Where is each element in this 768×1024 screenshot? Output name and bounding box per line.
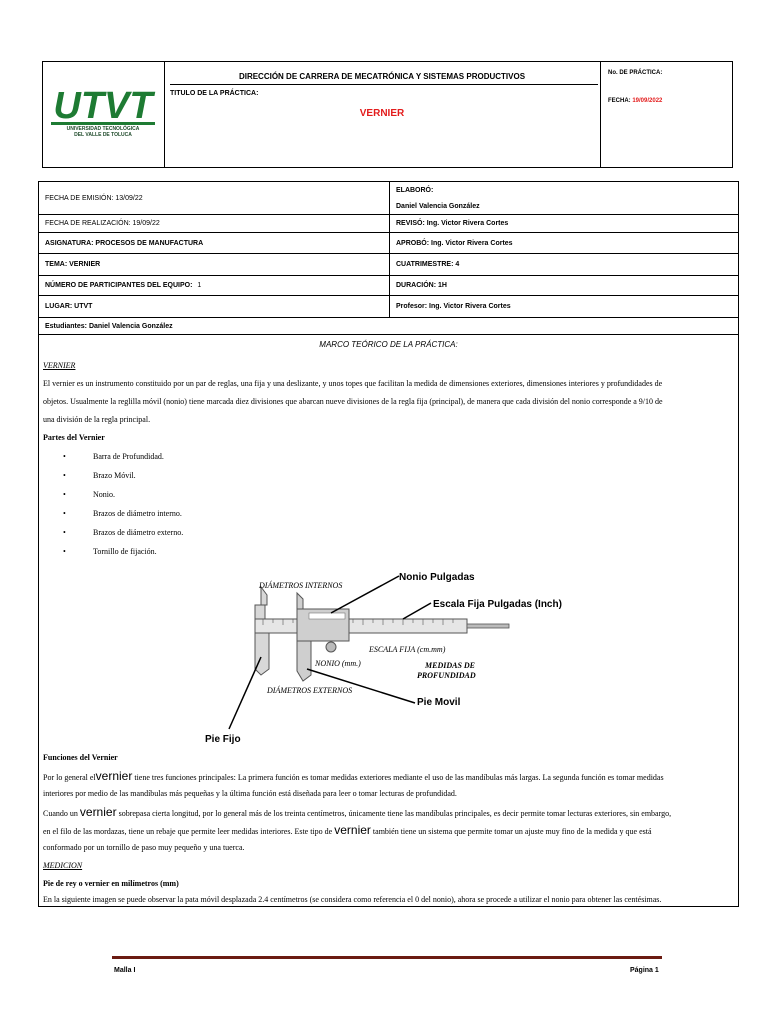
label-nonio-pulgadas: Nonio Pulgadas [399, 572, 475, 583]
elaboro-label: ELABORÓ: [396, 186, 434, 194]
duracion: DURACIÓN: 1H [396, 282, 447, 289]
info-row [39, 215, 738, 233]
list-item: • Brazo Móvil. [63, 471, 136, 480]
content-section [38, 335, 739, 907]
label-pie-movil: Pie Movil [417, 697, 461, 708]
partes-heading: Partes del Vernier [43, 433, 105, 442]
funciones-line-5: conformado por un tornillo de paso muy pequeño y una tuerca. [43, 843, 245, 852]
logo-subtitle-2: DEL VALLE DE TOLUCA [74, 132, 132, 138]
info-row [39, 318, 738, 334]
label-nonio-mm: NONIO (mm.) [315, 659, 361, 668]
funciones-line-2: interiores por medio de las mandíbulas más pequeñas y la última función está diseñada para leer o tomar lecturas de profundidad. [43, 789, 457, 798]
practice-meta-cell [600, 62, 732, 167]
lugar: LUGAR: UTVT [39, 296, 390, 317]
intro-line-3: una división de la regla principal. [43, 415, 151, 424]
tema: TEMA: VERNIER [39, 254, 390, 275]
date-value: 19/09/2022 [632, 98, 663, 104]
intro-line-1: El vernier es un instrumento constituido por un par de reglas, una fija y una deslizante, y unos topes que facilitan la medida de dimensiones exteriores, dimensiones interiores y profundidades de [43, 379, 663, 388]
funciones-line-1: Por lo general elvernier tiene tres funciones principales: La primera función es tomar medidas exteriores mediante el uso de las mandíbulas más largas. La segunda función es tomar medidas [43, 769, 664, 783]
aprobo: APROBÓ: Ing. Victor Rivera Cortes [396, 239, 513, 247]
info-table [38, 181, 739, 335]
funciones-line-4: en el filo de las mordazas, tiene un rebaje que permite leer medidas interiores. Este tipo de vernier también tiene un sistema que permite tomar un ajuste muy fino de la medida y que está [43, 823, 652, 837]
date-label: FECHA: [608, 98, 631, 104]
utvt-logo [51, 84, 155, 128]
label-escala-fija-cm: ESCALA FIJA (cm.mm) [369, 645, 446, 654]
elaboro-name: Daniel Valencia González [396, 202, 480, 210]
funciones-heading: Funciones del Vernier [43, 753, 118, 762]
list-item: • Barra de Profundidad. [63, 452, 164, 461]
info-row [39, 182, 738, 215]
label-escala-fija-pulgadas: Escala Fija Pulgadas (Inch) [433, 599, 562, 610]
practice-title-label: TITULO DE LA PRÁCTICA: [170, 90, 259, 97]
vernier-diagram [203, 557, 562, 747]
label-profundidad: PROFUNDIDAD [417, 671, 476, 680]
practice-title: VERNIER [359, 108, 405, 119]
footer-left: Malla I [114, 967, 136, 974]
pie-de-rey-heading: Pie de rey o vernier en milímetros (mm) [43, 879, 179, 888]
title-cell [164, 62, 601, 167]
info-row [39, 233, 738, 254]
info-row [39, 296, 738, 318]
medicion-text: En la siguiente imagen se puede observar la pata móvil desplazada 2.4 centímetros (se considera como referencia el 0 del nonio), ahora se procede a utilizar el nonio para obtener las centésimas. [43, 895, 662, 904]
list-item: • Nonio. [63, 490, 115, 499]
practice-number-label: No. DE PRÁCTICA: [608, 70, 663, 76]
footer-divider [112, 956, 662, 959]
label-diametros-externos: DIÁMETROS EXTERNOS [267, 686, 353, 695]
cuatrimestre: CUATRIMESTRE: 4 [396, 261, 460, 268]
participantes-value: 1 [197, 282, 202, 289]
profesor: Profesor: Ing. Victor Rivera Cortes [396, 303, 511, 310]
logo-subtitle-1: UNIVERSIDAD TECNOLÓGICA [66, 126, 140, 132]
reviso: REVISÓ: Ing. Victor Rivera Cortes [396, 220, 509, 227]
document-header [42, 61, 733, 168]
list-item: • Tornillo de fijación. [63, 547, 157, 556]
funciones-line-3: Cuando un vernier sobrepasa cierta longitud, por lo general más de los treinta centímetros, únicamente tiene las mandíbulas principales, es decir permite tomar lecturas exteriores, sin embargo, [43, 805, 672, 819]
vernier-heading: VERNIER [43, 361, 76, 370]
page-number: Página 1 [630, 967, 659, 974]
estudiantes: Estudiantes: Daniel Valencia González [45, 322, 173, 330]
marco-teorico-title: MARCO TEÓRICO DE LA PRÁCTICA: [319, 340, 458, 349]
direction-title: DIRECCIÓN DE CARRERA DE MECATRÓNICA Y SISTEMAS PRODUCTIVOS [238, 72, 526, 81]
list-item: • Brazos de diámetro interno. [63, 509, 182, 518]
emision-date: FECHA DE EMISIÓN: 13/09/22 [39, 182, 390, 214]
participantes-label: NÚMERO DE PARTICIPANTES DEL EQUIPO: [45, 282, 193, 289]
label-diametros-internos: DIÁMETROS INTERNOS [259, 581, 343, 590]
realizacion-date: FECHA DE REALIZACIÓN: 19/09/22 [39, 215, 390, 232]
label-medidas: MEDIDAS DE [425, 661, 476, 670]
logo-cell [43, 62, 165, 167]
intro-line-2: objetos. Usualmente la reglilla móvil (nonio) tiene marcada diez divisiones que abarcan nueve divisiones de la regla fija (principal), de manera que cada división del nonio corresponde a 9/10 de [43, 397, 663, 406]
logo-text: UTVT [53, 85, 153, 127]
medicion-heading: MEDICION [43, 861, 83, 870]
asignatura: ASIGNATURA: PROCESOS DE MANUFACTURA [39, 233, 390, 253]
info-row [39, 254, 738, 276]
info-row [39, 276, 738, 296]
label-pie-fijo: Pie Fijo [205, 734, 241, 745]
list-item: • Brazos de diámetro externo. [63, 528, 184, 537]
